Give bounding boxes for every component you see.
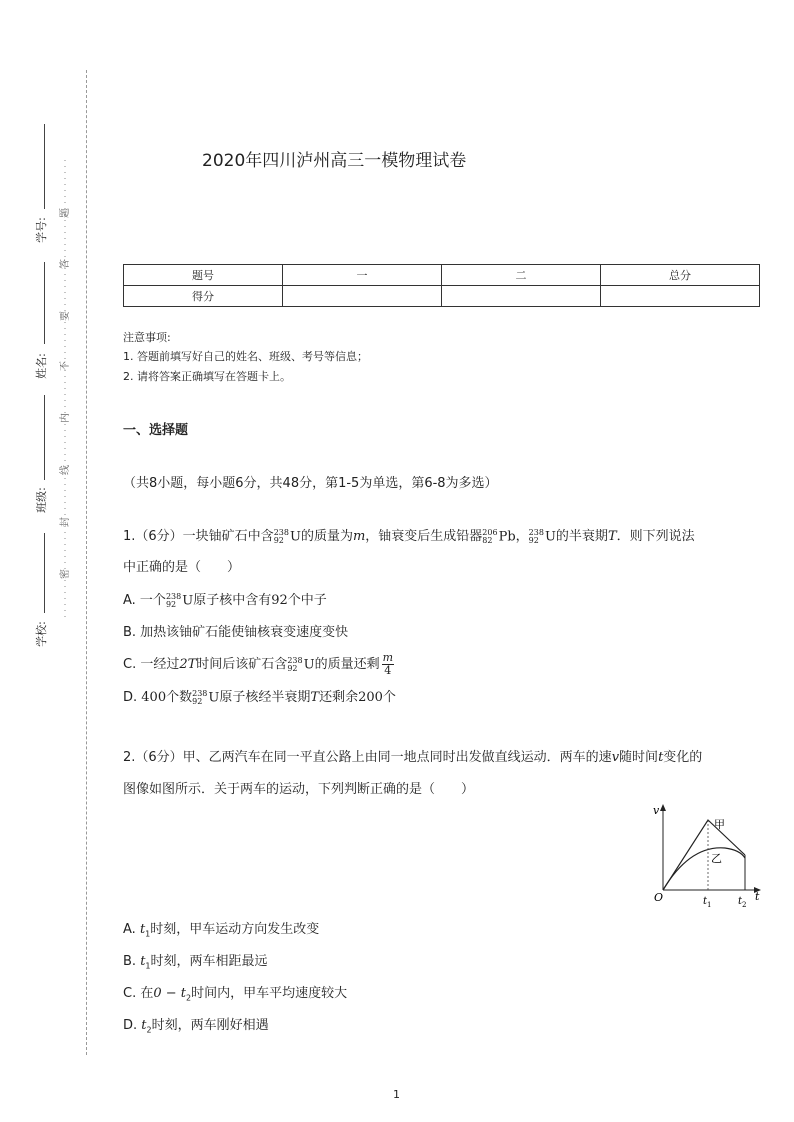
- q2-option-a[interactable]: A. $t_1$时刻，甲车运动方向发生改变: [123, 922, 320, 939]
- school-line: [44, 533, 45, 613]
- class-label: 班级:: [34, 487, 48, 513]
- table-cell: 题号: [124, 265, 283, 286]
- seal-char: 内: [60, 412, 71, 423]
- yi-label: 乙: [711, 852, 722, 865]
- score-cell[interactable]: [601, 286, 760, 307]
- vt-graph: [645, 800, 770, 910]
- section-intro: （共8小题，每小题6分，共48分，第1-5为单选，第6-8为多选）: [123, 476, 498, 491]
- notice-heading: 注意事项:: [123, 331, 171, 344]
- t2-label: $t_2$: [738, 896, 747, 909]
- q1-stem-line2: 中正确的是（ ）: [123, 560, 241, 575]
- jia-label: 甲: [714, 818, 725, 831]
- v-axis-label: v: [653, 804, 660, 817]
- score-table-row: [124, 286, 760, 307]
- seal-char: 题: [60, 207, 71, 218]
- binding-line: [86, 70, 87, 1055]
- table-cell: 得分: [124, 286, 283, 307]
- t-axis-label: t: [755, 890, 760, 903]
- seal-char: 答: [60, 258, 71, 269]
- name-line: [44, 262, 45, 344]
- q2-stem: 2.（6分）甲、乙两汽车在同一平直公路上由同一地点同时出发做直线运动．两车的速v随时间t变化的: [123, 750, 703, 765]
- q2-option-b[interactable]: B. $t_1$时刻，两车相距最远: [123, 954, 268, 971]
- q1-stem: 1.（6分）一块铀矿石中含 238 92 U的质量为m，铀衰变后生成铅器 206 82 Pb， 238 92 U的半衰期T．则下列说法: [123, 527, 695, 545]
- class-line: [44, 395, 45, 480]
- page-number: 1: [393, 1088, 400, 1101]
- yi-curve: [663, 848, 745, 890]
- score-table-header-row: [124, 265, 760, 286]
- nuclide-pb206: 206 82 Pb: [482, 527, 516, 545]
- seal-char: 线: [60, 464, 71, 475]
- seal-dots: [60, 160, 70, 620]
- score-cell[interactable]: [442, 286, 601, 307]
- school-label: 学校:: [34, 621, 48, 647]
- section-heading: 一、选择题: [123, 423, 189, 438]
- q2-stem-line2: 图像如图所示．关于两车的运动，下列判断正确的是（ ）: [123, 782, 475, 797]
- table-cell: 一: [283, 265, 442, 286]
- seal-char: 不: [60, 360, 71, 371]
- jia-line: [663, 820, 745, 890]
- seal-char: 密: [60, 568, 71, 579]
- page-title: 2020年四川泸州高三一模物理试卷: [202, 151, 467, 171]
- notice-item: 2. 请将答案正确填写在答题卡上。: [123, 370, 291, 383]
- score-table: [123, 264, 760, 307]
- fraction-m-over-4: $\frac{m}{4}$: [382, 651, 394, 677]
- q2-option-d[interactable]: D. $t_2$时刻，两车刚好相遇: [123, 1018, 269, 1035]
- notice-item: 1. 答题前填写好自己的姓名、班级、考号等信息；: [123, 350, 368, 363]
- nuclide-u238: 238 92 U: [273, 527, 301, 545]
- score-cell[interactable]: [283, 286, 442, 307]
- seal-char: 封: [60, 516, 71, 527]
- q1-option-d[interactable]: D. 400个数 238 92 U原子核经半衰期T还剩余200个: [123, 688, 396, 706]
- q2-option-c[interactable]: C. 在$0 - t_2$时间内，甲车平均速度较大: [123, 986, 348, 1003]
- q1-option-a[interactable]: A. 一个 238 92 U原子核中含有92个中子: [123, 591, 327, 609]
- name-label: 姓名:: [34, 353, 48, 379]
- origin-label: O: [654, 891, 664, 904]
- student-id-line: [44, 124, 45, 209]
- t1-label: $t_1$: [703, 896, 712, 909]
- seal-char: 要: [60, 310, 71, 321]
- v-axis-arrow: [660, 804, 666, 811]
- student-id-label: 学号:: [34, 217, 48, 243]
- table-cell: 总分: [601, 265, 760, 286]
- nuclide-u238: 238 92 U: [528, 527, 556, 545]
- table-cell: 二: [442, 265, 601, 286]
- q1-option-c[interactable]: C. 一经过2T时间后该矿石含 238 92 U的质量还剩 $\frac{m}{4}$: [123, 651, 394, 677]
- q1-option-b[interactable]: B. 加热该铀矿石能使铀核衰变速度变快: [123, 625, 349, 640]
